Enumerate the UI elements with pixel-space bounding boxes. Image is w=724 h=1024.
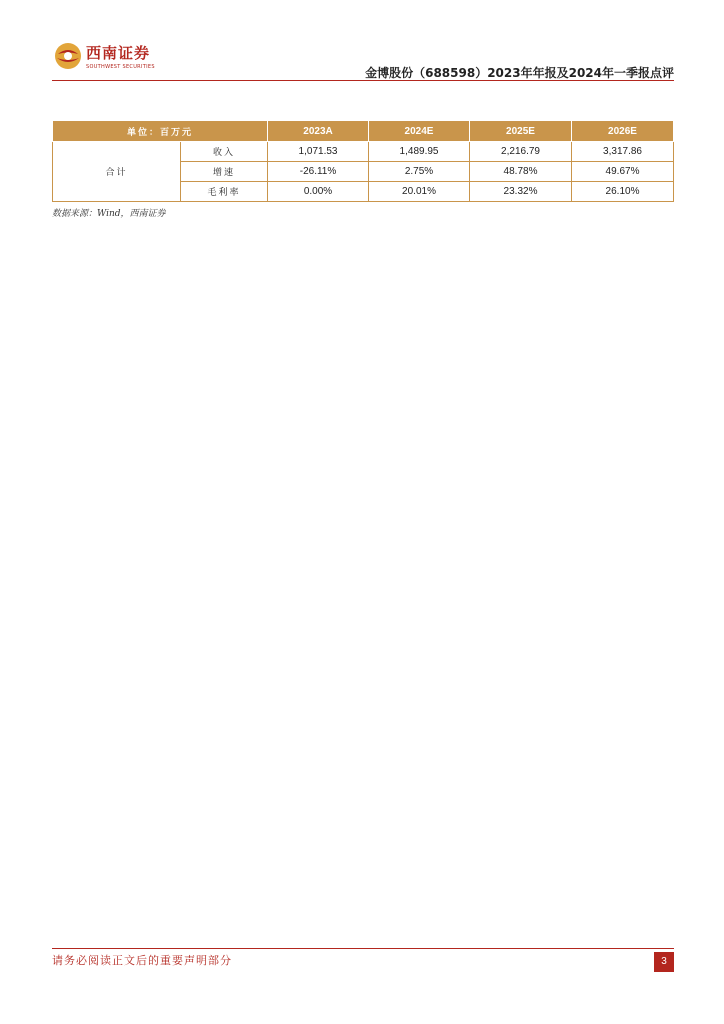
logo-subtitle: SOUTHWEST SECURITIES bbox=[86, 64, 155, 70]
report-title: 金博股份（688598）2023年年报及2024年一季报点评 bbox=[365, 66, 674, 80]
table-cell: 0.00% bbox=[268, 182, 369, 202]
page-number: 3 bbox=[654, 952, 674, 972]
logo-name: 西南证券 bbox=[86, 44, 151, 62]
logo-emblem-icon bbox=[54, 42, 82, 70]
footer-divider bbox=[52, 948, 674, 949]
unit-header: 单位：百万元 bbox=[53, 121, 268, 142]
table-cell: 49.67% bbox=[572, 162, 674, 182]
column-header: 2024E bbox=[369, 121, 470, 142]
table-row bbox=[53, 142, 674, 162]
table-cell: 3,317.86 bbox=[572, 142, 674, 162]
group-label: 合计 bbox=[53, 142, 181, 202]
table-cell: 23.32% bbox=[470, 182, 572, 202]
table-cell: -26.11% bbox=[268, 162, 369, 182]
column-header: 2026E bbox=[572, 121, 674, 142]
row-label: 增速 bbox=[181, 162, 268, 182]
page-header bbox=[52, 40, 674, 80]
table-cell: 20.01% bbox=[369, 182, 470, 202]
table-cell: 2.75% bbox=[369, 162, 470, 182]
header-divider bbox=[52, 80, 674, 81]
row-label: 收入 bbox=[181, 142, 268, 162]
table-cell: 2,216.79 bbox=[470, 142, 572, 162]
column-header: 2023A bbox=[268, 121, 369, 142]
forecast-table bbox=[52, 120, 674, 202]
table-cell: 48.78% bbox=[470, 162, 572, 182]
table-cell: 1,489.95 bbox=[369, 142, 470, 162]
disclaimer-note: 请务必阅读正文后的重要声明部分 bbox=[52, 954, 232, 967]
table-cell: 26.10% bbox=[572, 182, 674, 202]
column-header: 2025E bbox=[470, 121, 572, 142]
data-source-note: 数据来源：Wind，西南证券 bbox=[52, 209, 166, 219]
row-label: 毛利率 bbox=[181, 182, 268, 202]
table-cell: 1,071.53 bbox=[268, 142, 369, 162]
table-header-row bbox=[53, 121, 674, 142]
company-logo bbox=[52, 40, 192, 76]
